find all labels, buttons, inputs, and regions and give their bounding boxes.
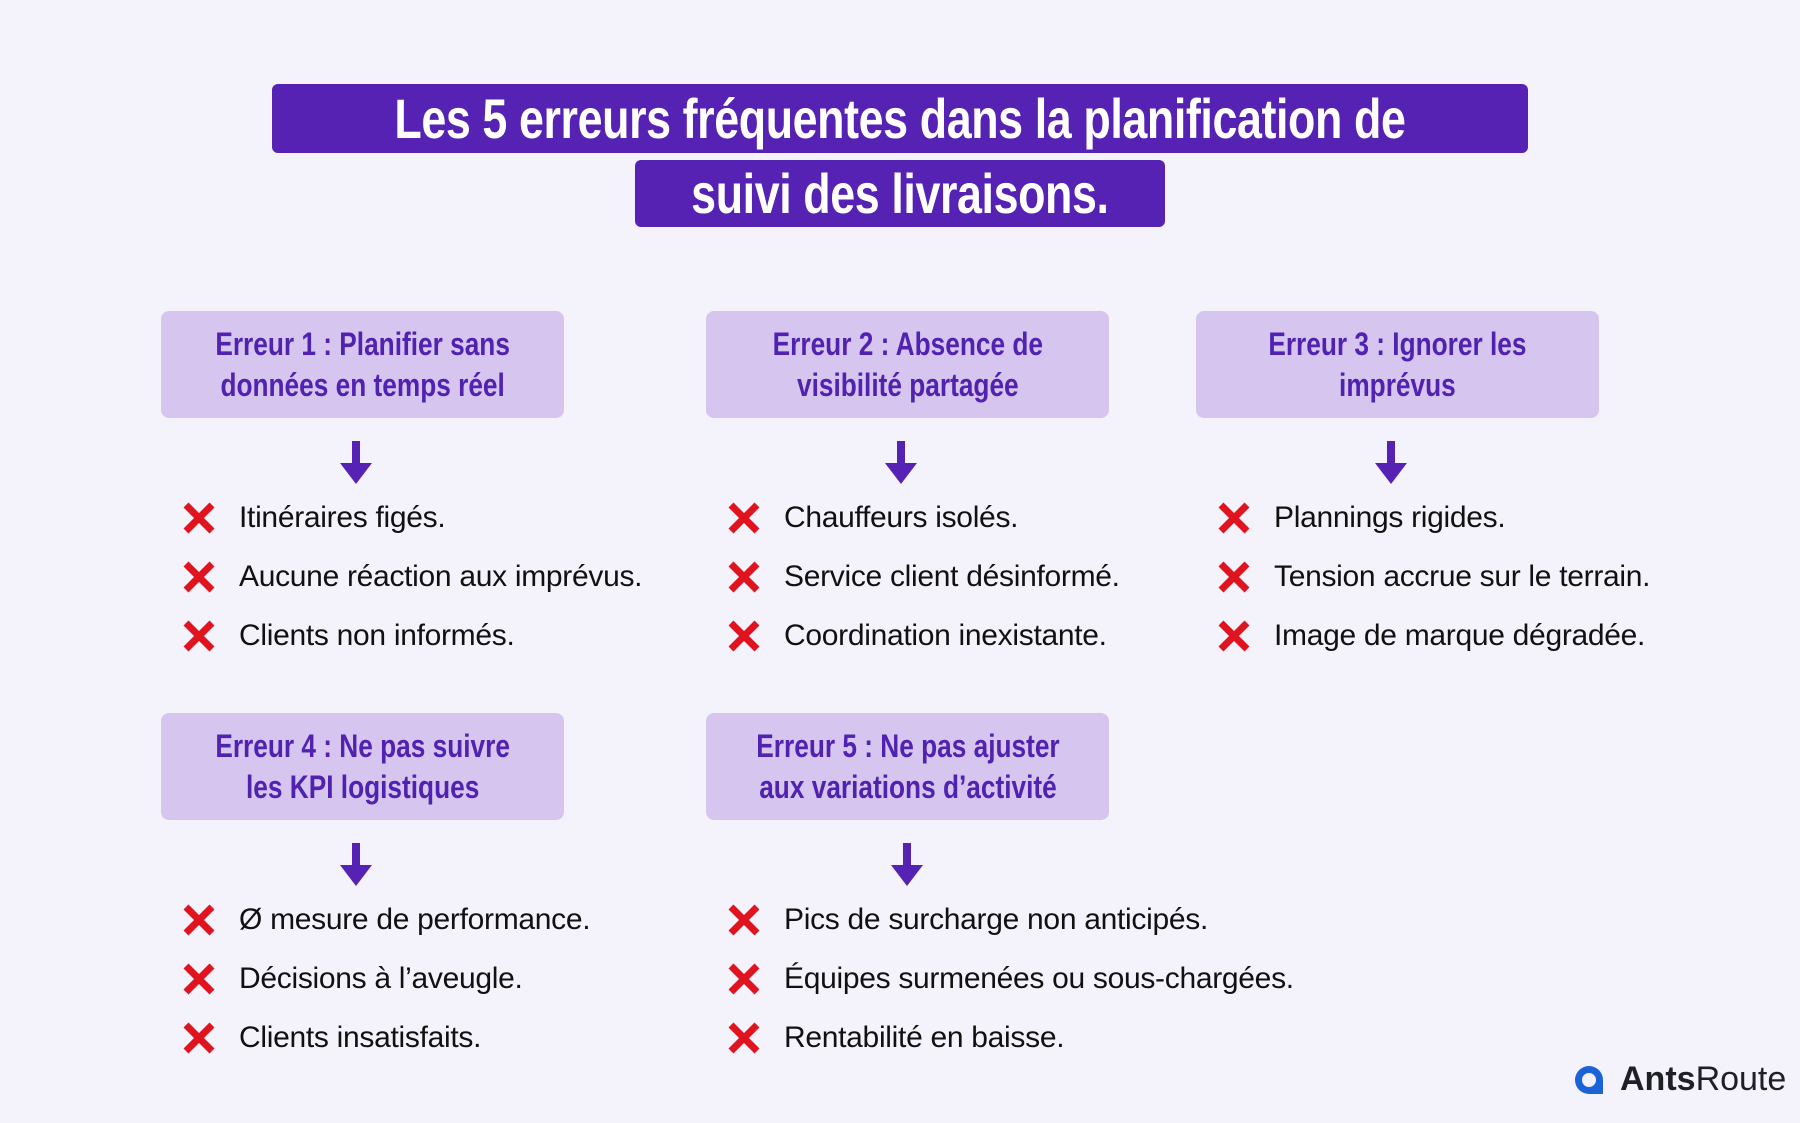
- cross-icon: [726, 559, 762, 595]
- consequence-item: [181, 1018, 481, 1058]
- cross-icon: [726, 500, 762, 536]
- cross-icon: [726, 1020, 762, 1056]
- cross-icon: [181, 961, 217, 997]
- antsroute-logo: [1572, 1060, 1786, 1099]
- error-heading: [756, 726, 1059, 808]
- consequence-item: [726, 498, 1018, 538]
- consequence-text: Rentabilité en baisse.: [784, 1021, 1065, 1054]
- consequence-text: Service client désinformé.: [784, 560, 1120, 593]
- cross-icon: [181, 902, 217, 938]
- consequence-text: Décisions à l’aveugle.: [239, 962, 523, 995]
- error-2-card: [706, 311, 1109, 418]
- error-heading-line-2: données en temps réel: [220, 366, 505, 403]
- cross-icon: [726, 961, 762, 997]
- error-heading-line-1: Erreur 2 : Absence de: [772, 325, 1043, 362]
- cross-icon: [1216, 559, 1252, 595]
- consequence-item: [726, 616, 1107, 656]
- error-heading: [215, 726, 510, 808]
- arrow-down-icon: [883, 441, 919, 485]
- error-heading: [215, 324, 510, 406]
- cross-icon: [181, 1020, 217, 1056]
- consequence-item: [1216, 498, 1505, 538]
- consequence-item: [181, 498, 445, 538]
- consequence-text: Coordination inexistante.: [784, 619, 1107, 652]
- consequence-text: Équipes surmenées ou sous-chargées.: [784, 962, 1294, 995]
- cross-icon: [726, 902, 762, 938]
- consequence-text: Clients non informés.: [239, 619, 515, 652]
- error-heading-line-1: Erreur 4 : Ne pas suivre: [215, 727, 510, 764]
- error-3-card: [1196, 311, 1599, 418]
- error-heading-line-1: Erreur 1 : Planifier sans: [215, 325, 510, 362]
- arrow-down-icon: [338, 843, 374, 887]
- error-4-card: [161, 713, 564, 820]
- title-text-2: suivi des livraisons.: [691, 162, 1109, 225]
- cross-icon: [726, 618, 762, 654]
- consequence-item: [726, 1018, 1064, 1058]
- consequence-item: [181, 616, 515, 656]
- error-heading: [772, 324, 1042, 406]
- error-heading-line-2: imprévus: [1339, 366, 1456, 403]
- title-line-1: [272, 84, 1528, 153]
- cross-icon: [181, 559, 217, 595]
- consequence-item: [181, 959, 523, 999]
- error-5-card: [706, 713, 1109, 820]
- error-heading-line-2: les KPI logistiques: [245, 768, 480, 805]
- title-line-2: [635, 160, 1165, 227]
- error-heading: [1268, 324, 1526, 406]
- error-1-card: [161, 311, 564, 418]
- cross-icon: [1216, 618, 1252, 654]
- consequence-item: [181, 900, 590, 940]
- logo-text-bold: Ants: [1620, 1060, 1696, 1098]
- consequence-text: Pics de surcharge non anticipés.: [784, 903, 1208, 936]
- arrow-down-icon: [889, 843, 925, 887]
- logo-text-regular: Route: [1695, 1060, 1787, 1098]
- error-heading-line-1: Erreur 5 : Ne pas ajuster: [755, 727, 1060, 764]
- consequence-text: Chauffeurs isolés.: [784, 501, 1019, 534]
- consequence-text: Itinéraires figés.: [239, 501, 446, 534]
- cross-icon: [181, 618, 217, 654]
- error-heading-line-1: Erreur 3 : Ignorer les: [1268, 325, 1527, 362]
- cross-icon: [1216, 500, 1252, 536]
- consequence-text: Ø mesure de performance.: [239, 903, 591, 936]
- consequence-item: [726, 900, 1208, 940]
- consequence-text: Tension accrue sur le terrain.: [1274, 560, 1651, 593]
- logo-pin-icon: [1572, 1063, 1606, 1097]
- title-text-1: Les 5 erreurs fréquentes dans la planification de: [394, 87, 1406, 150]
- consequence-item: [726, 557, 1120, 597]
- consequence-item: [1216, 616, 1645, 656]
- arrow-down-icon: [338, 441, 374, 485]
- consequence-text: Plannings rigides.: [1274, 501, 1506, 534]
- consequence-text: Aucune réaction aux imprévus.: [239, 560, 643, 593]
- error-heading-line-2: aux variations d’activité: [758, 768, 1057, 805]
- consequence-item: [726, 959, 1294, 999]
- error-heading-line-2: visibilité partagée: [796, 366, 1019, 403]
- arrow-down-icon: [1373, 441, 1409, 485]
- consequence-item: [1216, 557, 1650, 597]
- consequence-text: Clients insatisfaits.: [239, 1021, 482, 1054]
- consequence-text: Image de marque dégradée.: [1274, 619, 1646, 652]
- cross-icon: [181, 500, 217, 536]
- consequence-item: [181, 557, 642, 597]
